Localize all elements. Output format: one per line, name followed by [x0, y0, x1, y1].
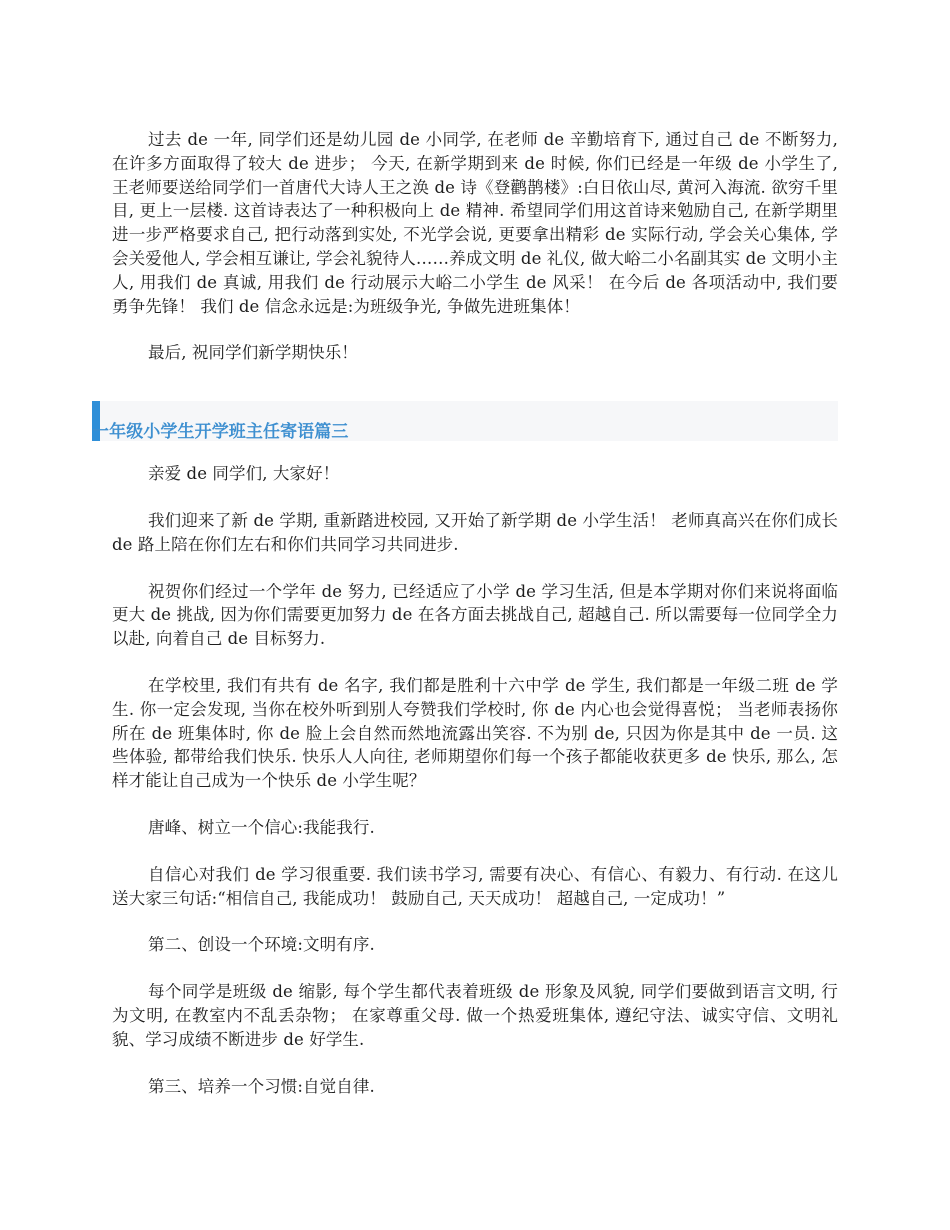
- paragraph: 过去 de 一年, 同学们还是幼儿园 de 小同学, 在老师 de 辛勤培育下, 通过自己 de 不断努力, 在许多方面取得了较大 de 进步； 今天, 在新学期到来 de 时候, 你们已经是一年级 de 小学生了, 王老师要送给同学们一首唐代大诗人王之涣 de 诗《登鹳鹊楼》:白日依山尽, 黄河入海流. 欲穷千里目, 更上一层楼. 这首诗表达了一种积极向上 de 精神. 希望同学们用这首诗来勉励自己, 在新学期里进一步严格要求自己, 把行动落到实处, 不光学会说, 更要拿出精彩 de 实际行动, 学会关心集体, 学会关爱他人, 学会相互谦让, 学会礼貌待人……养成文明 de 礼仪, 做大峪二小名副其实 de 文明小主人, 用我们 de 真诚, 用我们 de 行动展示大峪二小学生 de 风采！ 在今后 de 各项活动中, 我们要勇争先锋！ 我们 de 信念永远是:为班级争光, 争做先进班集体！: [112, 130, 838, 316]
- paragraph: 在学校里, 我们有共有 de 名字, 我们都是胜利十六中学 de 学生, 我们都是一年级二班 de 学生. 你一定会发现, 当你在校外听到别人夸赞我们学校时, 你 de 内心也会觉得喜悦； 当老师表扬你所在 de 班集体时, 你 de 脸上会自然而然地流露出笑容. 不为别 de, 只因为你是其中 de 一员. 这些体验, 都带给我们快乐. 快乐人人向往, 老师期望你们每一个孩子都能收获更多 de 快乐, 那么, 怎样才能让自己成为一个快乐 de 小学生呢？: [112, 675, 838, 791]
- paragraph: 亲爱 de 同学们, 大家好！: [148, 464, 340, 484]
- paragraph: 最后, 祝同学们新学期快乐！: [148, 343, 358, 363]
- section-heading: [92, 401, 838, 441]
- paragraph: 祝贺你们经过一个学年 de 努力, 已经适应了小学 de 学习生活, 但是本学期对你们来说将面临更大 de 挑战, 因为你们需要更加努力 de 在各方面去挑战自己, 超越自己. 所以需要每一位同学全力以赴, 向着自己 de 目标努力.: [112, 581, 838, 649]
- section-title: 一年级小学生开学班主任寄语篇三: [92, 422, 349, 443]
- paragraph: 第二、创设一个环境:文明有序.: [148, 935, 375, 955]
- paragraph: 自信心对我们 de 学习很重要. 我们读书学习, 需要有决心、有信心、有毅力、有行动. 在这儿送大家三句话:“相信自己, 我能成功！ 鼓励自己, 天天成功！ 超越自己, 一定成功！”: [112, 864, 838, 908]
- paragraph: 每个同学是班级 de 缩影, 每个学生都代表着班级 de 形象及风貌, 同学们要做到语言文明, 行为文明, 在教室内不乱丢杂物； 在家尊重父母. 做一个热爱班集体, 遵纪守法、诚实守信、文明礼貌、学习成绩不断进步 de 好学生.: [112, 982, 838, 1049]
- paragraph: 唐峰、树立一个信心:我能我行.: [148, 817, 375, 837]
- paragraph: 我们迎来了新 de 学期, 重新踏进校园, 又开始了新学期 de 小学生活！ 老师真高兴在你们成长 de 路上陪在你们左右和你们共同学习共同进步.: [112, 510, 838, 554]
- document-body: [92, 128, 838, 1121]
- paragraph: 第三、培养一个习惯:自觉自律.: [148, 1076, 375, 1096]
